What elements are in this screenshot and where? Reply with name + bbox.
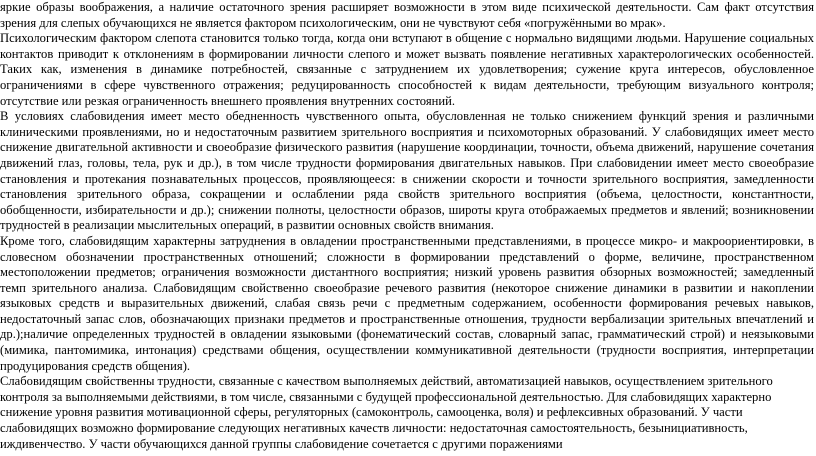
paragraph-imagination: яркие образы воображения, а наличие остаточного зрения расширяет возможности в этом виде психической деятельности. Сам факт отсутствия зрения для слепых обучающихся не является фактором психологическим, они не чувствуют себя «погружёнными во мрак». bbox=[0, 0, 814, 30]
paragraph-spatial-difficulties: Кроме того, слабовидящим характерны затруднения в овладении пространственными представлениями, в процессе микро- и макроориентировки, в словесном обозначении пространственных отношений; сложности в формировании представлений о форме, величине, пространственном местоположении предметов; ограничения возможности дистантного восприятия; низкий уровень развития обзорных возможностей; замедленный темп зрительного анализа. Слабовидящим свойственно своеобразие речевого развития (некоторое снижение динамики в развитии и накоплении языковых средств и выразительных движений, слабая связь речи с предметным содержанием, особенности формирования речевых навыков, недостаточный запас слов, обозначающих признаки предметов и пространственные отношения, трудности вербализации зрительных впечатлений и др.);наличие определенных трудностей в овладении языковыми (фонематический состав, словарный запас, грамматический строй) и неязыковыми (мимика, пантомимика, интонация) средствами общения, осуществлении коммуникативной деятельности (трудности восприятия, интерпретации продуцирования средств общения). bbox=[0, 233, 814, 373]
paragraph-blindness-psychological-factor: Психологическим фактором слепота становится только тогда, когда они вступают в общение с нормально видящими людьми. Нарушение социальных контактов приводит к отклонениям в формировании личности слепого и может вызвать появление негативных характерологических особенностей. Таких как, изменения в динамике потребностей, связанные с затруднением их удовлетворения; сужение круга интересов, обусловленное ограничениями в сфере чувственного отражения; редуцированность способностей к видам деятельности, требующим визуального контроля; отсутствие или резкая ограниченность внешнего проявления внутренних состояний. bbox=[0, 31, 814, 108]
paragraph-action-difficulties: Слабовидящим свойственны трудности, связанные с качеством выполняемых действий, автоматизацией навыков, осуществлением зрительного контроля за выполняемыми действиями, в том числе, связанными с будущей профессиональной деятельностью. Для слабовидящих характерно снижение уровня развития мотивационной сферы, регуляторных (самоконтроль, самооценка, воля) и рефлексивных образований. У части слабовидящих возможно формирование следующих негативных качеств личности: недостаточная самостоятельность, безынициативность, иждивенчество. У части обучающихся данной группы слабовидение сочетается с другими поражениями bbox=[0, 374, 773, 451]
paragraph-low-vision-conditions: В условиях слабовидения имеет место обедненность чувственного опыта, обусловленная не только снижением функций зрения и различными клиническими проявлениями, но и недостаточным развитием зрительного восприятия и психомоторных образований. У слабовидящих имеет место снижение двигательной активности и своеобразие физического развития (нарушение координации, точности, объема движений, нарушение сочетания движений глаз, головы, тела, рук и др.), в том числе трудности формирования двигательных навыков. При слабовидении имеет место своеобразие становления и протекания познавательных процессов, проявляющееся: в снижении скорости и точности зрительного восприятия, замедленности становления зрительного образа, сокращении и ослаблении ряда свойств зрительного восприятия (объема, целостности, константности, обобщенности, избирательности и др.); снижении полноты, целостности образов, широты круга отображаемых предметов и явлений; возникновении трудностей в реализации мыслительных операций, в развитии основных свойств внимания. bbox=[0, 109, 814, 233]
